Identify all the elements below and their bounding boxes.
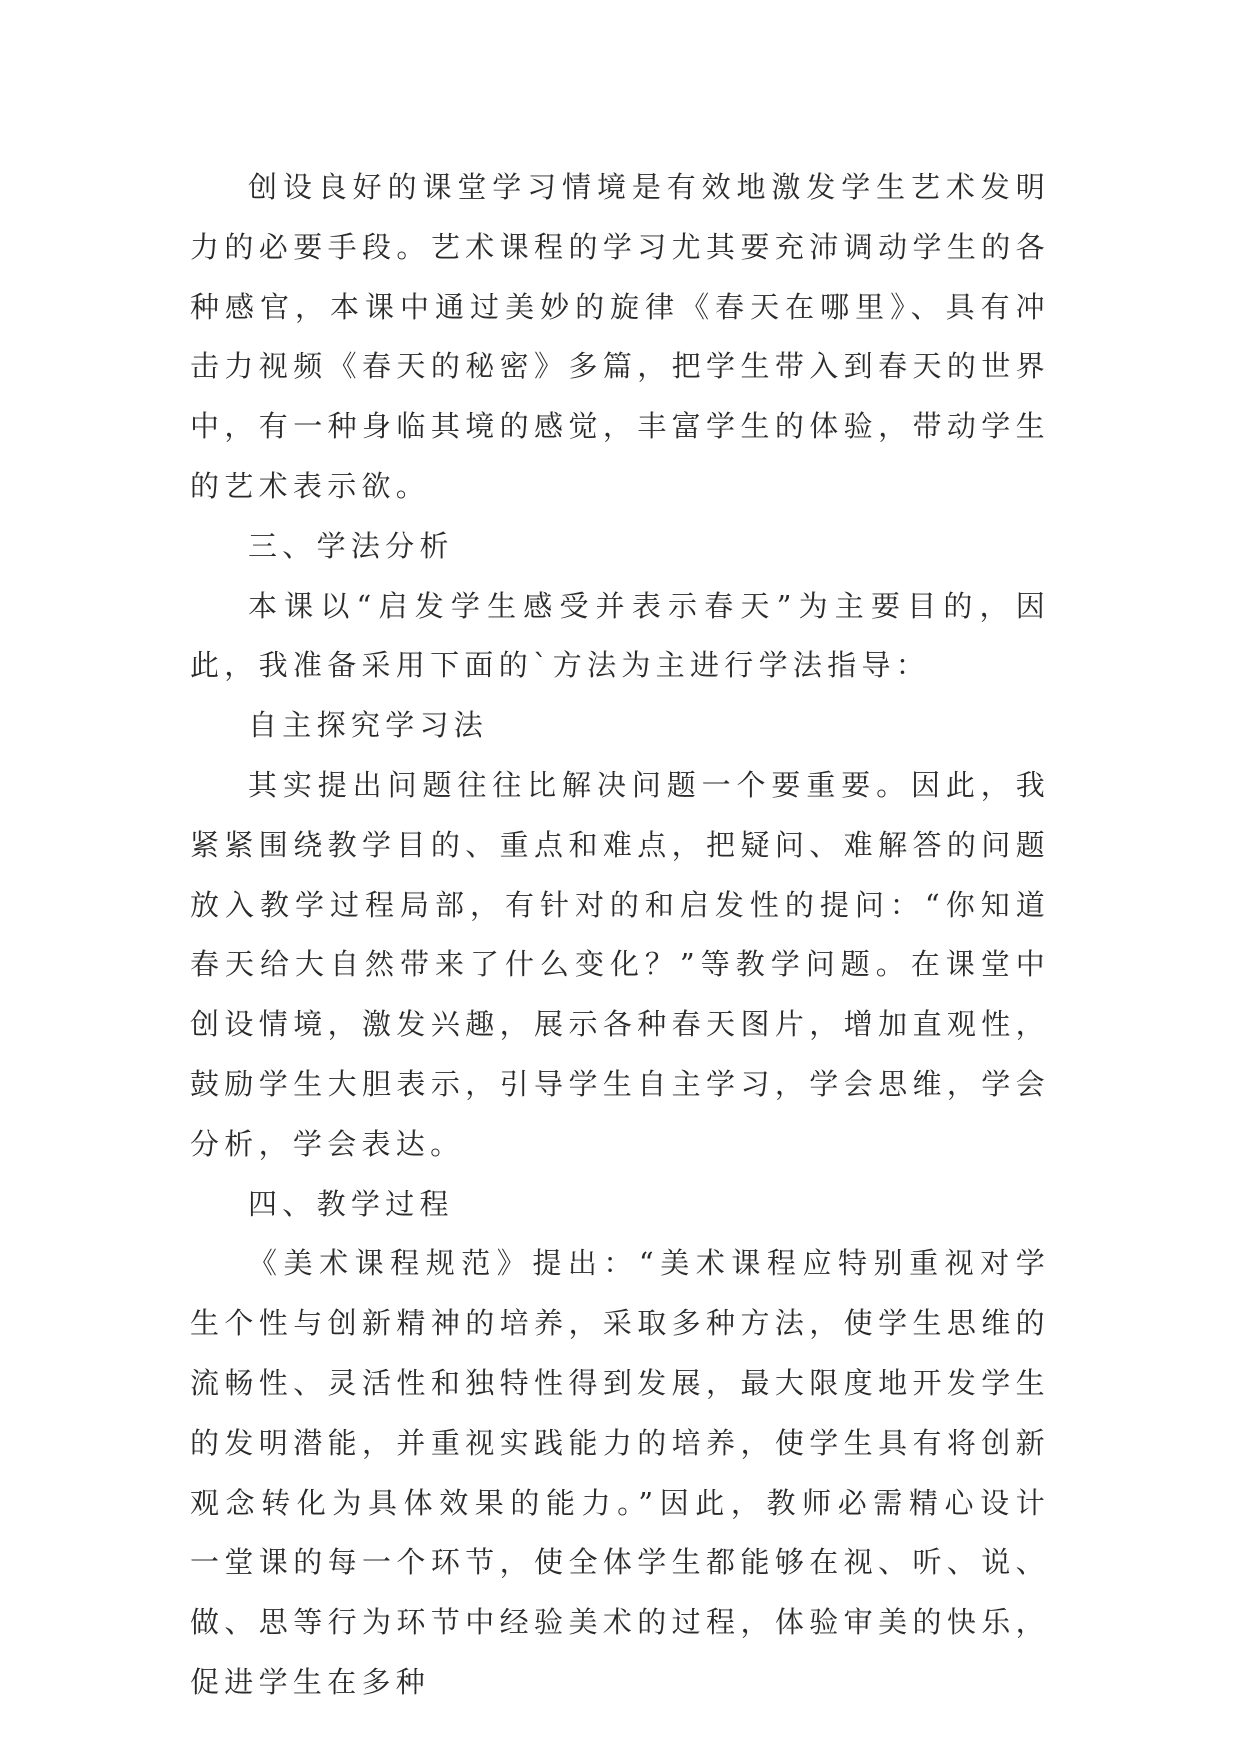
heading-teaching-process: 四、教学过程: [248, 1186, 454, 1221]
document-body: [190, 158, 1050, 1713]
heading-learning-method-analysis: 三、学法分析: [248, 528, 454, 563]
paragraph-learning-context: 创设良好的课堂学习情境是有效地激发学生艺术发明力的必要手段。艺术课程的学习尤其要充沛调动学生的各种感官，本课中通过美妙的旋律《春天在哪里》、具有冲击力视频《春天的秘密》多篇，把学生带入到春天的世界中，有一种身临其境的感觉，丰富学生的体验，带动学生的艺术表示欲。: [190, 170, 1050, 503]
paragraph-method-intro: 本课以“启发学生感受并表示春天”为主要目的，因此，我准备采用下面的`方法为主进行学法指导：: [190, 588, 1050, 683]
heading-self-exploration: 自主探究学习法: [248, 708, 489, 743]
paragraph-questioning: 其实提出问题往往比解决问题一个要重要。因此，我紧紧围绕教学目的、重点和难点，把疑问、难解答的问题放入教学过程局部，有针对的和启发性的提问：“你知道春天给大自然带来了什么变化？”等教学问题。在课堂中创设情境，激发兴趣，展示各种春天图片，增加直观性，鼓励学生大胆表示，引导学生自主学习，学会思维，学会分析，学会表达。: [190, 767, 1050, 1161]
paragraph-curriculum-standard: 《美术课程规范》提出：“美术课程应特别重视对学生个性与创新精神的培养，采取多种方法，使学生思维的流畅性、灵活性和独特性得到发展，最大限度地开发学生的发明潜能，并重视实践能力的培养，使学生具有将创新观念转化为具体效果的能力。”因此，教师必需精心设计一堂课的每一个环节，使全体学生都能够在视、听、说、做、思等行为环节中经验美术的过程，体验审美的快乐，促进学生在多种: [190, 1246, 1050, 1699]
